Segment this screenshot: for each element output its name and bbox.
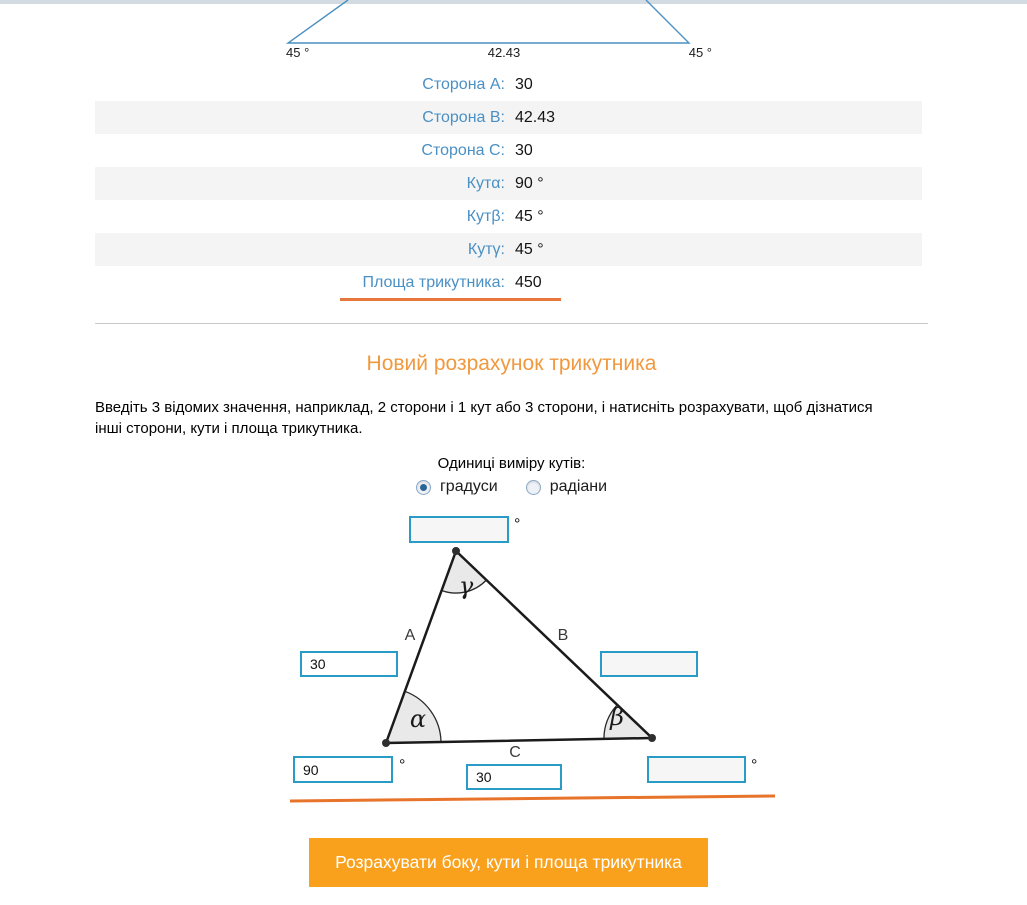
result-label: Кутγ:: [467, 241, 505, 258]
result-label: Кутβ:: [466, 208, 505, 225]
alpha-label: α: [409, 705, 427, 733]
degree-symbol: °: [514, 516, 521, 533]
result-label: Сторона B:: [422, 109, 505, 126]
table-row: [95, 200, 922, 233]
result-triangle-diagram: [0, 0, 1027, 62]
table-row: [95, 233, 922, 266]
radio-degrees-circle[interactable]: [416, 480, 431, 495]
result-label: Кутα:: [466, 175, 505, 192]
side-b-label: B: [557, 627, 569, 644]
calculate-button[interactable]: Розрахувати боку, кути і площа трикутника: [309, 838, 708, 887]
side-a-input[interactable]: [300, 651, 398, 677]
beta-label: β: [610, 703, 624, 731]
vertex-dot-left: [382, 739, 390, 747]
radio-radians[interactable]: [526, 478, 607, 496]
radio-degrees-label: градуси: [439, 478, 498, 495]
radio-radians-circle[interactable]: [526, 480, 541, 495]
angle-units-label: Одиниці виміру кутів:: [437, 455, 586, 472]
table-row: [95, 167, 922, 200]
result-value: 90 °: [515, 175, 544, 192]
result-angle-right-label: 45 °: [688, 45, 712, 60]
radio-radians-label: радіани: [549, 478, 608, 495]
result-value: 30: [515, 76, 533, 93]
side-c-label: C: [509, 744, 521, 761]
section-divider: [95, 323, 928, 324]
side-a-label: A: [404, 627, 416, 644]
results-table: [95, 68, 922, 299]
side-c-input[interactable]: [466, 764, 562, 790]
degree-symbol: °: [399, 757, 406, 774]
vertex-dot-right: [648, 734, 656, 742]
result-value: 45 °: [515, 241, 544, 258]
result-value: 30: [515, 142, 533, 159]
result-triangle-outline: [288, 0, 689, 43]
result-label: Сторона C:: [421, 142, 505, 159]
result-value: 450: [515, 274, 542, 291]
radio-degrees[interactable]: [416, 478, 498, 496]
area-row-underline: [340, 298, 561, 301]
angle-units-radio-group: [95, 478, 928, 496]
page-title: Новий розрахунок трикутника: [366, 352, 657, 375]
table-row: [95, 101, 922, 134]
angle-alpha-input[interactable]: [293, 756, 393, 783]
vertex-dot-top: [452, 547, 460, 555]
result-value: 42.43: [515, 109, 556, 126]
angle-beta-input[interactable]: [647, 756, 746, 783]
gamma-label: γ: [458, 572, 474, 600]
orange-divider-line: [280, 790, 780, 806]
table-row: [95, 266, 922, 299]
result-angle-left-label: 45 °: [286, 45, 310, 60]
table-row: [95, 68, 922, 101]
result-base-length-label: 42.43: [487, 45, 521, 60]
angle-gamma-input[interactable]: [409, 516, 509, 543]
result-label: Сторона A:: [422, 76, 505, 93]
side-b-input[interactable]: [600, 651, 698, 677]
table-row: [95, 134, 922, 167]
degree-symbol: °: [751, 757, 758, 774]
instructions-text: Введіть 3 відомих значення, наприклад, 2 сторони і 1 кут або 3 сторони, і натисніть розрахувати, щоб дізнатися інші сторони, кути і площа трикутника.: [95, 399, 873, 437]
result-value: 45 °: [515, 208, 544, 225]
result-label: Площа трикутника:: [362, 274, 505, 291]
